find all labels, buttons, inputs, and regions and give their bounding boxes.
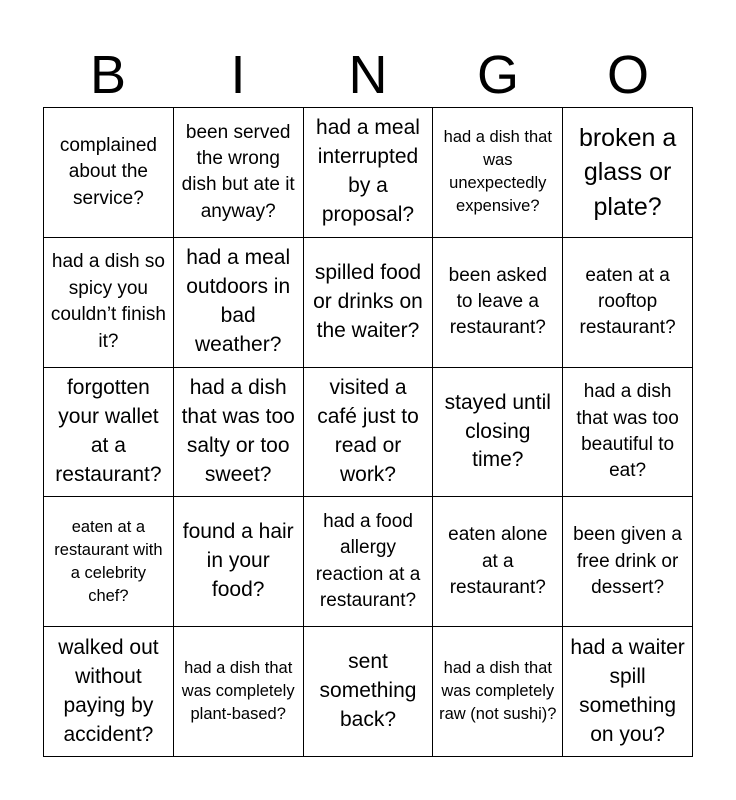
bingo-cell-r3-c2[interactable] [174, 368, 304, 498]
bingo-cell-r2-c2[interactable] [174, 238, 304, 368]
cell-text: eaten at a restaurant with a celebrity chef? [54, 517, 163, 605]
bingo-cell-r5-c3[interactable] [304, 627, 434, 757]
bingo-cell-r3-c1[interactable] [44, 368, 174, 498]
cell-text: had a meal interrupted by a proposal? [316, 116, 420, 227]
bingo-cell-r1-c5[interactable] [563, 108, 693, 238]
cell-text: walked out without paying by accident? [58, 635, 159, 746]
bingo-cell-r2-c3[interactable] [304, 238, 434, 368]
cell-text: visited a café just to read or work? [317, 376, 419, 486]
cell-text: stayed until closing time? [444, 390, 551, 472]
cell-text: had a dish that was completely raw (not sushi)? [439, 658, 557, 724]
bingo-cell-r1-c1[interactable] [44, 108, 174, 238]
cell-text: broken a glass or plate? [578, 123, 677, 221]
cell-text: eaten at a rooftop restaurant? [579, 264, 676, 339]
cell-text: had a meal outdoors in bad weather? [186, 246, 291, 357]
bingo-cell-r4-c4[interactable] [433, 497, 563, 627]
bingo-cell-r4-c3[interactable] [304, 497, 434, 627]
bingo-cell-r2-c4[interactable] [433, 238, 563, 368]
bingo-cell-r5-c2[interactable] [174, 627, 304, 757]
cell-text: had a food allergy reaction at a restaurant? [315, 510, 421, 612]
cell-text: had a dish so spicy you couldn’t finish it? [50, 251, 166, 352]
cell-text: eaten alone at a restaurant? [448, 524, 548, 598]
cell-text: been given a free drink or dessert? [573, 524, 682, 598]
cell-text: had a dish that was unexpectedly expensive? [443, 128, 552, 216]
bingo-header [43, 42, 693, 108]
cell-text: complained about the service? [59, 134, 157, 209]
bingo-cell-r5-c1[interactable] [44, 627, 174, 757]
cell-text: had a dish that was completely plant-based? [181, 658, 295, 724]
header-letter-o: O [606, 45, 649, 105]
bingo-cell-r4-c2[interactable] [174, 497, 304, 627]
cell-text: been served the wrong dish but ate it anyway? [181, 121, 295, 222]
bingo-cell-r2-c5[interactable] [563, 238, 693, 368]
bingo-cell-r3-c5[interactable] [563, 368, 693, 498]
bingo-cell-r3-c3[interactable] [304, 368, 434, 498]
header-letter-n: N [348, 45, 388, 105]
cell-text: forgotten your wallet at a restaurant? [55, 376, 162, 486]
bingo-cell-r5-c5[interactable] [563, 627, 693, 757]
cell-text: sent something back? [319, 650, 417, 732]
cell-text: had a waiter spill something on you? [570, 635, 685, 746]
bingo-grid [43, 107, 693, 757]
cell-text: had a dish that was too salty or too sweet? [181, 376, 295, 486]
bingo-cell-r2-c1[interactable] [44, 238, 174, 368]
bingo-cell-r1-c2[interactable] [174, 108, 304, 238]
cell-text: spilled food or drinks on the waiter? [313, 260, 423, 342]
bingo-cell-r1-c4[interactable] [433, 108, 563, 238]
cell-text: been asked to leave a restaurant? [448, 264, 547, 339]
bingo-cell-r3-c4[interactable] [433, 368, 563, 498]
header-letter-b: B [89, 45, 127, 105]
bingo-cell-r4-c1[interactable] [44, 497, 174, 627]
cell-text: found a hair in your food? [182, 520, 294, 602]
bingo-cell-r5-c4[interactable] [433, 627, 563, 757]
cell-text: had a dish that was too beautiful to eat? [576, 381, 679, 482]
bingo-cell-r1-c3[interactable] [304, 108, 434, 238]
header-letter-g: G [476, 45, 519, 105]
header-letter-i: I [230, 45, 246, 105]
bingo-cell-r4-c5[interactable] [563, 497, 693, 627]
